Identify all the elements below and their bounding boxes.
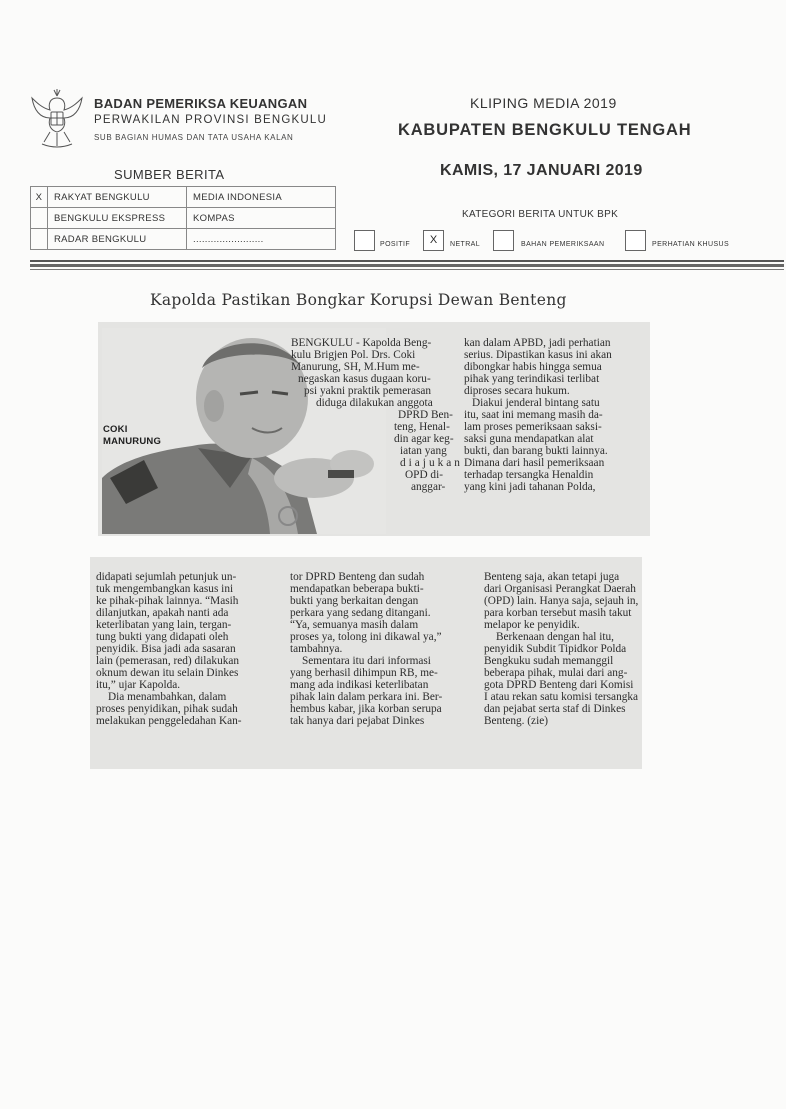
text-line: bukti yang berkaitan dengan	[290, 595, 419, 607]
checkbox-positif[interactable]	[354, 230, 375, 251]
text-line: terhadap tersangka Henaldin	[464, 469, 594, 481]
date-title: KAMIS, 17 JANUARI 2019	[440, 162, 643, 179]
header-divider	[30, 269, 784, 270]
text-line: proses penyidikan, pihak sudah	[96, 703, 238, 715]
text-line: didapati sejumlah petunjuk un-	[96, 571, 237, 583]
text-line: yang berhasil dihimpun RB, me-	[290, 667, 438, 679]
checkbox-bahan-pemeriksaan[interactable]	[493, 230, 514, 251]
text-line: Manurung, SH, M.Hum me-	[291, 361, 420, 373]
text-line: “Ya, semuanya masih dalam	[290, 619, 419, 631]
text-line: dari Organisasi Perangkat Daerah	[484, 583, 636, 595]
source-left: RADAR BENGKULU	[48, 229, 187, 250]
text-line: tor DPRD Benteng dan sudah	[290, 571, 425, 583]
text-line: keterlibatan yang lain, tergan-	[96, 619, 232, 631]
header-divider	[30, 264, 784, 267]
text-line: tuk mengembangkan kasus ini	[96, 583, 234, 595]
source-left: BENGKULU EKSPRESS	[48, 208, 187, 229]
org-branch: PERWAKILAN PROVINSI BENGKULU	[94, 114, 327, 126]
text-line: melapor ke penyidik.	[484, 619, 580, 631]
text-line: yang kini jadi tahanan Polda,	[464, 481, 596, 493]
text-line: para korban tersebut masih takut	[484, 607, 632, 619]
text-line: kan dalam APBD, jadi perhatian	[464, 337, 611, 349]
text-line: oknum dewan itu selain Dinkes	[96, 667, 239, 679]
text-line: iatan yang	[400, 445, 447, 457]
kabupaten-title: KABUPATEN BENGKULU TENGAH	[398, 121, 692, 139]
checkbox-label-positif: POSITIF	[380, 241, 411, 248]
kategori-title: KATEGORI BERITA UNTUK BPK	[462, 209, 619, 220]
text-line: beberapa pihak, mulai dari ang-	[484, 667, 628, 679]
kliping-title: KLIPING MEDIA 2019	[470, 95, 617, 111]
text-line: itu,” ujar Kapolda.	[96, 679, 181, 691]
source-row	[31, 187, 336, 208]
text-line: gota DPRD Benteng dari Komisi	[484, 679, 634, 691]
source-mark: X	[31, 187, 48, 208]
text-line: tak hanya dari pejabat Dinkes	[290, 715, 425, 727]
text-line: (OPD) lain. Hanya saja, sejauh in,	[484, 595, 639, 607]
source-left: RAKYAT BENGKULU	[48, 187, 187, 208]
org-name: BADAN PEMERIKSA KEUANGAN	[94, 96, 308, 111]
header-divider	[30, 260, 784, 262]
text-line: tambahnya.	[290, 643, 343, 655]
text-line: Dia menambahkan, dalam	[108, 691, 227, 703]
text-line: ke pihak-pihak lainnya. “Masih	[96, 595, 239, 607]
text-line: lam proses pemeriksaan saksi-	[464, 421, 602, 433]
source-right: KOMPAS	[187, 208, 336, 229]
text-line: melakukan penggeledahan Kan-	[96, 715, 242, 727]
text-line: diproses secara hukum.	[464, 385, 570, 397]
text-line: kulu Brigjen Pol. Drs. Coki	[291, 349, 416, 361]
text-line: penyidik Subdit Tipidkor Polda	[484, 643, 627, 655]
text-line: hembus kabar, jika korban serupa	[290, 703, 442, 715]
text-line: I atau rekan satu komisi tersangka	[484, 691, 639, 703]
text-line: mang ada indikasi keterlibatan	[290, 679, 429, 691]
source-mark	[31, 229, 48, 250]
text-line: dilanjutkan, apakah nanti ada	[96, 607, 229, 619]
text-line: itu, saat ini memang masih da-	[464, 409, 603, 421]
text-line: dibongkar habis hingga semua	[464, 361, 602, 373]
org-sub-division: SUB BAGIAN HUMAS DAN TATA USAHA KALAN	[94, 133, 294, 142]
text-line: anggar-	[411, 481, 446, 493]
text-line: pihak yang terindikasi terlibat	[464, 373, 600, 385]
article-headline: Kapolda Pastikan Bongkar Korupsi Dewan Benteng	[150, 291, 567, 309]
text-line: lain (pemerasan, red) dilakukan	[96, 655, 240, 667]
text-line: mendapatkan beberapa bukti-	[290, 583, 424, 595]
checkbox-netral[interactable]: X	[423, 230, 444, 251]
checkbox-perhatian-khusus[interactable]	[625, 230, 646, 251]
text-line: Benteng. (zie)	[484, 715, 548, 727]
source-row	[31, 208, 336, 229]
text-line: proses ya, tolong ini dikawal ya,”	[290, 631, 442, 643]
text-line: Benteng saja, akan tetapi juga	[484, 571, 620, 583]
text-line: perkara yang sedang ditangani.	[290, 607, 431, 619]
text-line: Bengkuku sudah memanggil	[484, 655, 614, 667]
text-line: BENGKULU - Kapolda Beng-	[291, 337, 432, 349]
text-line: din agar keg-	[394, 433, 454, 445]
photo-caption-line1: COKI	[103, 424, 128, 435]
text-line: negaskan kasus dugaan koru-	[298, 373, 431, 385]
text-line: teng, Henal-	[394, 421, 450, 433]
text-line: OPD di-	[405, 469, 443, 481]
text-line: serius. Dipastikan kasus ini akan	[464, 349, 612, 361]
source-right: ........................	[187, 229, 336, 250]
bpk-garuda-logo	[28, 88, 86, 152]
source-right: MEDIA INDONESIA	[187, 187, 336, 208]
text-line: diajukan	[400, 457, 463, 469]
text-line: Sementara itu dari informasi	[302, 655, 431, 667]
checkbox-label-bahan: BAHAN PEMERIKSAAN	[521, 241, 605, 248]
photo-caption-line2: MANURUNG	[103, 436, 162, 447]
text-line: bukti, dan barang bukti lainnya.	[464, 445, 608, 457]
source-table	[30, 186, 336, 250]
checkbox-label-perhatian: PERHATIAN KHUSUS	[652, 241, 730, 248]
source-row	[31, 229, 336, 250]
sumber-berita-title: SUMBER BERITA	[114, 167, 225, 182]
text-line: tung bukti yang didapati oleh	[96, 631, 229, 643]
text-line: dan pejabat serta staf di Dinkes	[484, 703, 626, 715]
text-line: psi yakni praktik pemerasan	[304, 385, 432, 397]
text-line: penyidik. Bisa jadi ada sasaran	[96, 643, 236, 655]
text-line: diduga dilakukan anggota	[316, 397, 433, 409]
text-line: pihak lain dalam perkara ini. Ber-	[290, 691, 443, 703]
checkbox-label-netral: NETRAL	[450, 241, 481, 248]
text-line: saksi guna mendapatkan alat	[464, 433, 594, 445]
text-line: DPRD Ben-	[398, 409, 453, 421]
text-line: Dimana dari hasil pemeriksaan	[464, 457, 605, 469]
source-mark	[31, 208, 48, 229]
text-line: Diakui jenderal bintang satu	[472, 397, 600, 409]
text-line: Berkenaan dengan hal itu,	[496, 631, 614, 643]
